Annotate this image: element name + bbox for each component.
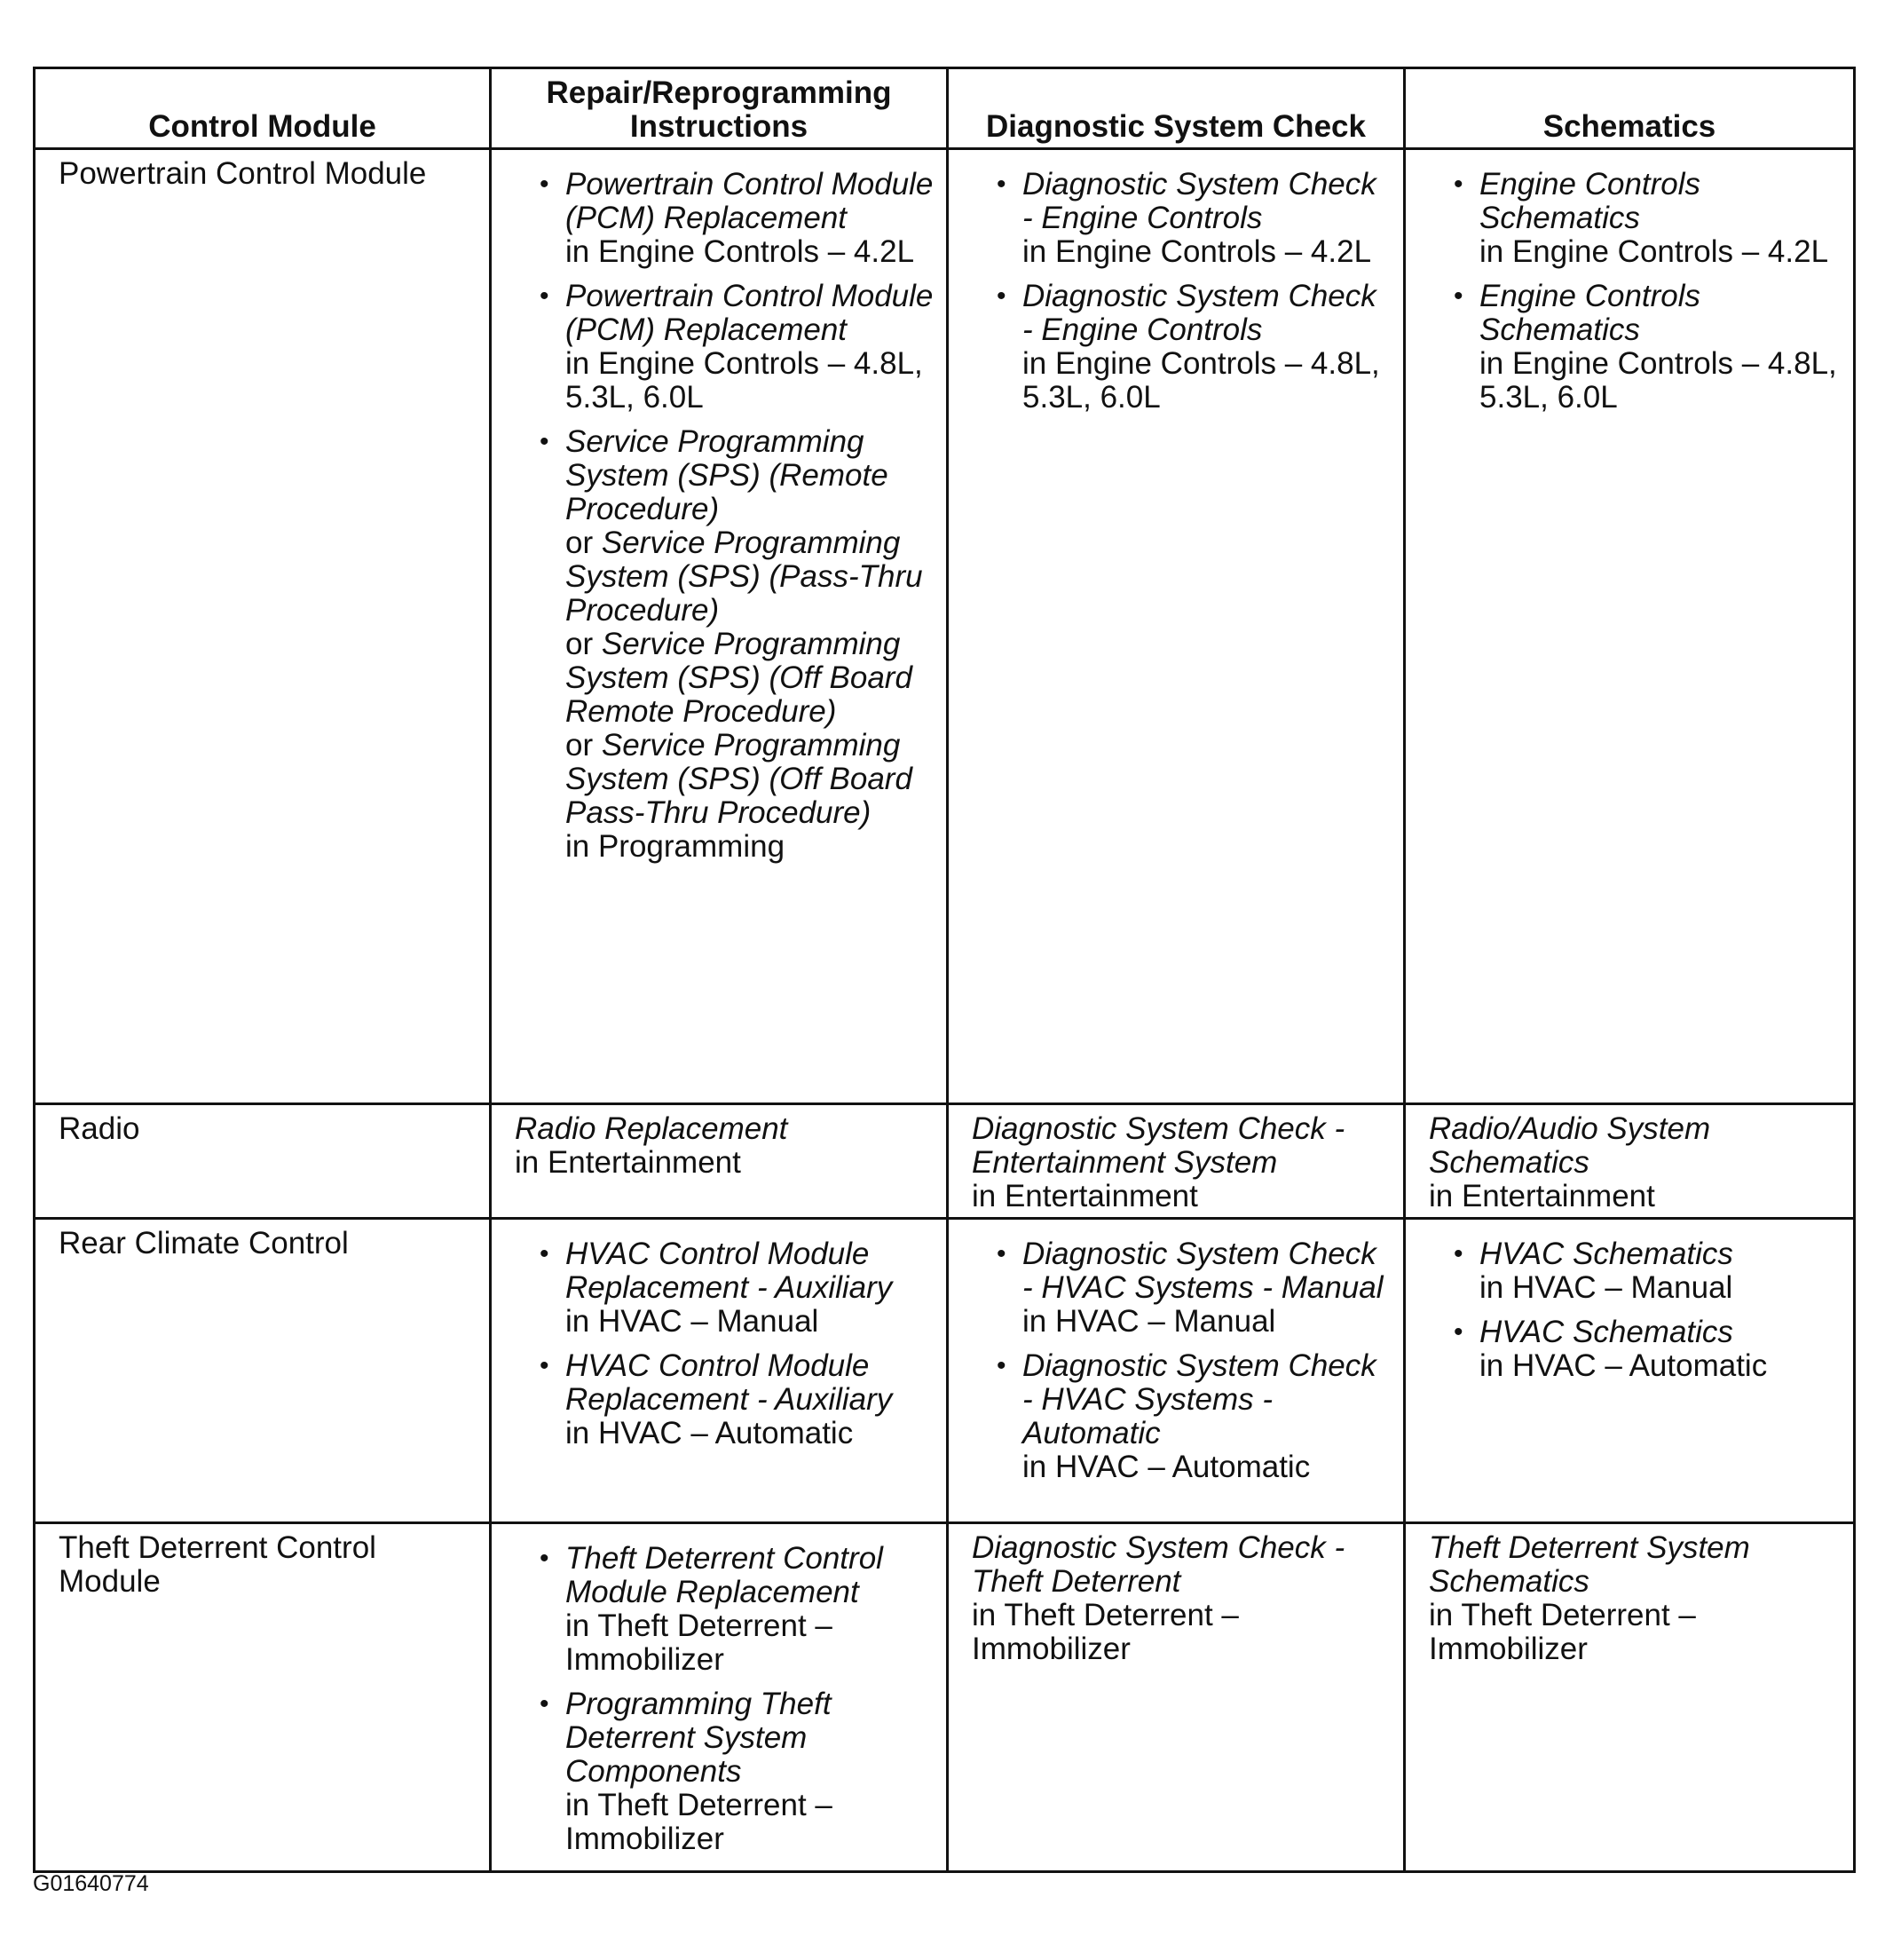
reference-title[interactable]: Diagnostic System Check - Engine Controls [1022,167,1376,235]
reference-title[interactable]: Theft Deterrent Control Module Replacement [565,1541,883,1609]
reference-title[interactable]: Radio/Audio System Schematics [1429,1111,1711,1180]
module-cell [35,1523,491,1872]
list-item [1418,1237,1841,1305]
reference-title[interactable]: HVAC Schematics [1479,1315,1733,1349]
reference-title[interactable]: Powertrain Control Module (PCM) Replacement [565,279,934,347]
reference-location: in Theft Deterrent – Immobilizer [565,1608,832,1677]
reference-location: in HVAC – Manual [565,1304,819,1339]
reference-location: in Engine Controls – 4.2L [1022,234,1372,269]
reference-location: in Engine Controls – 4.8L, 5.3L, 6.0L [565,346,923,415]
reference-location: in HVAC – Automatic [1479,1348,1768,1383]
reference-title[interactable]: Service Programming System (SPS) (Pass-Thru Procedure) [565,526,923,628]
list-item [961,280,1391,415]
reference-title[interactable]: Radio Replacement [515,1111,788,1146]
module-name: Radio [59,1111,140,1146]
diagnostic-cell [948,1219,1405,1523]
reference-location: in Engine Controls – 4.8L, 5.3L, 6.0L [1479,346,1837,415]
reference-title[interactable]: Service Programming System (SPS) (Off Board Pass-Thru Procedure) [565,728,912,830]
reference-location: in Engine Controls – 4.2L [1479,234,1829,269]
repair-cell [491,1219,948,1523]
reference-location: in HVAC – Automatic [1022,1450,1311,1484]
schematics-list [1418,1237,1841,1383]
reference-title[interactable]: Diagnostic System Check - HVAC Systems - Manual [1022,1237,1384,1305]
bullet-icon: • [1454,1239,1463,1268]
header-control-module: Control Module [35,68,491,149]
reference-location: in Entertainment [1429,1179,1655,1213]
or-connector: or [565,728,594,763]
bullet-icon: • [997,1351,1006,1380]
diagnostic-list [961,168,1391,415]
reference-location: in HVAC – Manual [1479,1270,1733,1305]
module-name: Rear Climate Control [59,1226,349,1261]
bullet-icon: • [540,427,549,456]
bullet-icon: • [997,281,1006,311]
reference-location: in HVAC – Manual [1022,1304,1276,1339]
table-row [35,1523,1855,1872]
reference-location: in Entertainment [972,1179,1198,1213]
bullet-icon: • [1454,1317,1463,1347]
reference-title[interactable]: Diagnostic System Check - Engine Controls [1022,279,1376,347]
list-item [1418,1316,1841,1383]
bullet-icon: • [540,1239,549,1268]
bullet-icon: • [540,281,549,311]
schematics-cell [1405,149,1855,1104]
reference-location: in Programming [565,829,785,864]
list-item [961,1349,1391,1484]
reference-title[interactable]: Diagnostic System Check - Entertainment System [972,1111,1345,1180]
bullet-icon: • [1454,281,1463,311]
reference-title[interactable]: Service Programming System (SPS) (Remote Procedure) [565,424,888,526]
reference-location: in Engine Controls – 4.8L, 5.3L, 6.0L [1022,346,1380,415]
control-module-table [33,67,1856,1873]
header-diagnostic-system-check: Diagnostic System Check [948,68,1405,149]
schematics-list [1418,168,1841,415]
reference-title[interactable]: Powertrain Control Module (PCM) Replacement [565,167,934,235]
bullet-icon: • [540,1351,549,1380]
reference-title[interactable]: HVAC Control Module Replacement - Auxiliary [565,1348,893,1417]
bullet-icon: • [1454,170,1463,199]
or-connector: or [565,526,594,560]
module-name: Theft Deterrent Control Module [59,1530,376,1599]
table-row [35,1219,1855,1523]
reference-title[interactable]: Engine Controls Schematics [1479,279,1701,347]
reference-title[interactable]: Service Programming System (SPS) (Off Board Remote Procedure) [565,627,912,729]
reference-title[interactable]: Programming Theft Deterrent System Components [565,1687,832,1789]
reference-title[interactable]: HVAC Schematics [1479,1237,1733,1271]
list-item [504,168,934,269]
reference-title[interactable]: Diagnostic System Check - HVAC Systems - Automatic [1022,1348,1376,1450]
bullet-icon: • [997,170,1006,199]
reference-location: in Theft Deterrent – Immobilizer [565,1788,832,1856]
diagnostic-list [961,1237,1391,1484]
diagnostic-cell [948,149,1405,1104]
repair-cell [491,149,948,1104]
bullet-icon: • [540,170,549,199]
list-item [504,1542,934,1677]
header-repair-instructions: Repair/Reprogramming Instructions [491,68,948,149]
reference-location: in Theft Deterrent – Immobilizer [1429,1598,1696,1666]
reference-location: in Theft Deterrent – Immobilizer [972,1598,1239,1666]
list-item [1418,280,1841,415]
diagnostic-cell [948,1523,1405,1872]
table-header-row [35,68,1855,149]
bullet-icon: • [540,1544,549,1573]
reference-title[interactable]: Engine Controls Schematics [1479,167,1701,235]
module-name: Powertrain Control Module [59,156,427,191]
schematics-cell [1405,1219,1855,1523]
table-row [35,1104,1855,1219]
schematics-cell [1405,1104,1855,1219]
module-cell [35,1219,491,1523]
reference-title[interactable]: Diagnostic System Check - Theft Deterrent [972,1530,1345,1599]
or-connector: or [565,627,594,661]
figure-code: G01640774 [33,1871,149,1896]
reference-title[interactable]: HVAC Control Module Replacement - Auxiliary [565,1237,893,1305]
module-cell [35,1104,491,1219]
repair-cell [491,1523,948,1872]
diagnostic-cell [948,1104,1405,1219]
repair-list [504,1237,934,1450]
list-item [504,1349,934,1450]
repair-cell [491,1104,948,1219]
list-item [1418,168,1841,269]
reference-location: in Entertainment [515,1145,741,1180]
repair-list [504,168,934,864]
list-item [504,1687,934,1856]
table-row [35,149,1855,1104]
repair-list [504,1542,934,1856]
schematics-cell [1405,1523,1855,1872]
module-cell [35,149,491,1104]
list-item [504,280,934,415]
list-item [961,168,1391,269]
list-item [961,1237,1391,1339]
bullet-icon: • [997,1239,1006,1268]
header-schematics: Schematics [1405,68,1855,149]
list-item [504,425,934,864]
reference-location: in Engine Controls – 4.2L [565,234,915,269]
reference-title[interactable]: Theft Deterrent System Schematics [1429,1530,1750,1599]
reference-location: in HVAC – Automatic [565,1416,854,1450]
list-item [504,1237,934,1339]
bullet-icon: • [540,1689,549,1719]
